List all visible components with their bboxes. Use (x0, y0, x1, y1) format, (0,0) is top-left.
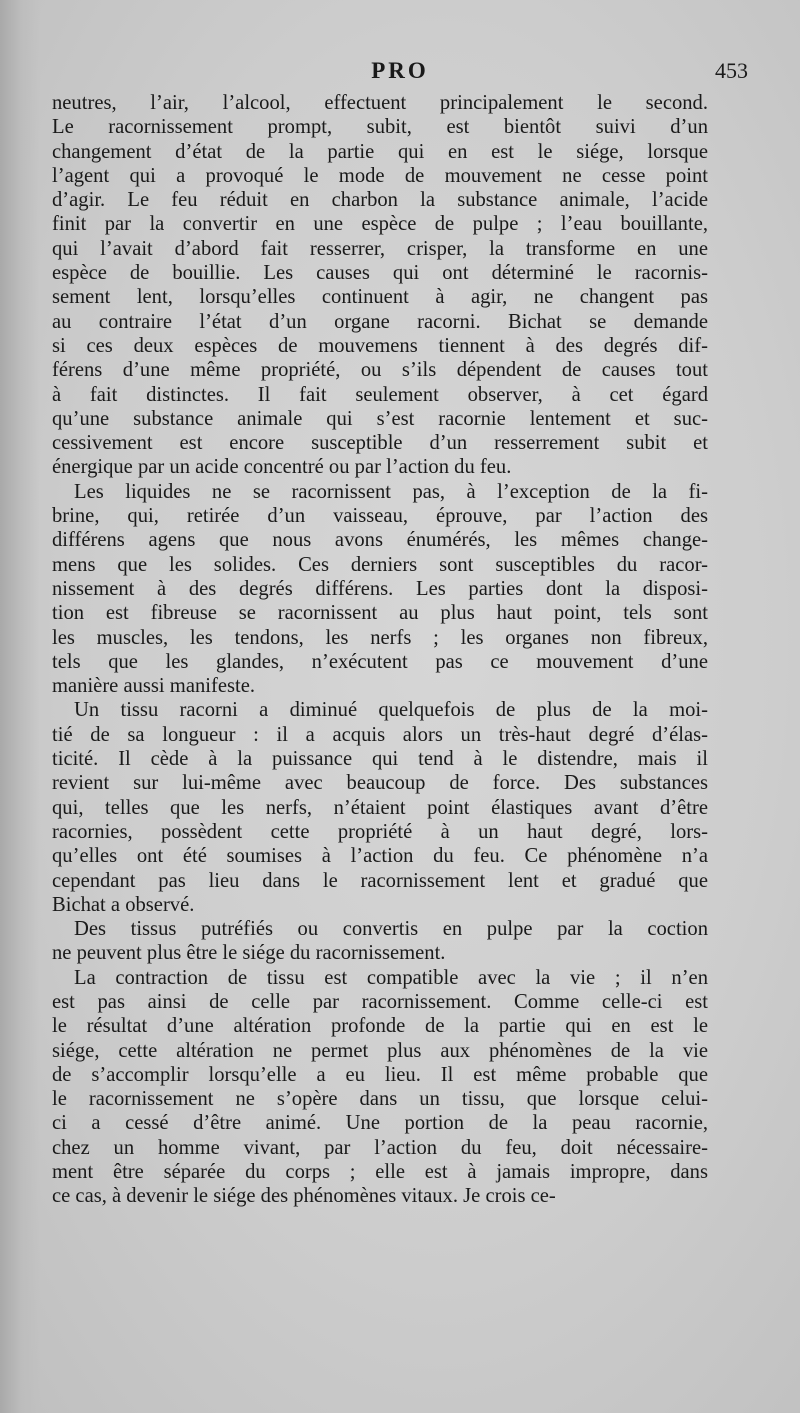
text-line: tels que les glandes, n’exécutent pas ce mouvement d’une (52, 650, 708, 673)
text-line: revient sur lui-même avec beaucoup de force. Des substances (52, 772, 708, 795)
text-line: de s’accomplir lorsqu’elle a eu lieu. Il est même probable que (52, 1063, 708, 1086)
paragraph (52, 480, 708, 699)
text-line: Bichat a observé. (52, 893, 195, 916)
text-line: le résultat d’une altération profonde de la partie qui en est le (52, 1015, 708, 1038)
text-line: différens agens que nous avons énumérés, les mêmes change- (52, 529, 708, 552)
text-line: énergique par un acide concentré ou par l’action du feu. (52, 456, 512, 479)
page-number: 453 (715, 58, 748, 83)
text-line: Le racornissement prompt, subit, est bientôt suivi d’un (52, 116, 708, 139)
paragraph (52, 917, 708, 966)
text-line: racornies, possèdent cette propriété à un haut degré, lors- (52, 820, 708, 843)
text-line: tié de sa longueur : il a acquis alors un très-haut degré d’élas- (52, 723, 708, 746)
text-line: siége, cette altération ne permet plus aux phénomènes de la vie (52, 1039, 708, 1062)
text-line: cessivement est encore susceptible d’un resserrement subit et (52, 432, 708, 455)
text-line: finit par la convertir en une espèce de pulpe ; l’eau bouillante, (52, 213, 708, 236)
text-line: à fait distinctes. Il fait seulement observer, à cet égard (52, 383, 708, 406)
text-line: l’agent qui a provoqué le mode de mouvement ne cesse point (52, 164, 708, 187)
text-line: ci a cessé d’être animé. Une portion de la peau racornie, (52, 1112, 708, 1135)
text-line: les muscles, les tendons, les nerfs ; les organes non fibreux, (52, 626, 708, 649)
text-line: qu’une substance animale qui s’est racornie lentement et suc- (52, 407, 708, 430)
text-line: ment être séparée du corps ; elle est à jamais impropre, dans (52, 1161, 708, 1184)
text-line: ne peuvent plus être le siége du racornissement. (52, 942, 446, 965)
text-line: Un tissu racorni a diminué quelquefois de plus de la moi- (74, 699, 708, 722)
page-gutter-shadow (0, 0, 40, 1413)
text-line: est pas ainsi de celle par racornissement. Comme celle-ci est (52, 990, 708, 1013)
text-line: le racornissement ne s’opère dans un tissu, que lorsque celui- (52, 1088, 708, 1111)
text-line: espèce de bouillie. Les causes qui ont déterminé le racornis- (52, 262, 708, 285)
text-line: changement d’état de la partie qui en est le siége, lorsque (52, 140, 708, 163)
text-line: qui, telles que les nerfs, n’étaient point élastiques avant d’être (52, 796, 708, 819)
text-line: tion est fibreuse se racornissent au plus haut point, tels sont (52, 602, 708, 625)
text-line: neutres, l’air, l’alcool, effectuent principalement le second. (52, 92, 708, 114)
text-line: ce cas, à devenir le siége des phénomènes vitaux. Je crois ce- (52, 1185, 556, 1208)
text-line: au contraire l’état d’un organe racorni. Bichat se demande (52, 310, 708, 333)
running-head: PRO (371, 58, 429, 83)
text-line: d’agir. Le feu réduit en charbon la substance animale, l’acide (52, 189, 708, 212)
text-line: brine, qui, retirée d’un vaisseau, éprouve, par l’action des (52, 505, 708, 528)
text-line: Les liquides ne se racornissent pas, à l’exception de la fi- (74, 480, 708, 503)
text-line: cependant pas lieu dans le racornissement lent et gradué que (52, 869, 708, 892)
text-line: La contraction de tissu est compatible avec la vie ; il n’en (74, 966, 708, 989)
text-line: si ces deux espèces de mouvemens tiennent à des degrés dif- (52, 334, 708, 357)
text-line: qui l’avait d’abord fait resserrer, crisper, la transforme en une (52, 237, 708, 260)
text-line: manière aussi manifeste. (52, 675, 256, 698)
text-line: férens d’une même propriété, ou s’ils dépendent de causes tout (52, 359, 708, 382)
text-line: mens que les solides. Ces derniers sont susceptibles du racor- (52, 553, 708, 576)
text-line: chez un homme vivant, par l’action du feu, doit nécessaire- (52, 1136, 708, 1159)
paragraph (52, 966, 708, 1209)
paragraph (52, 91, 708, 480)
text-line: Des tissus putréfiés ou convertis en pulpe par la coction (74, 918, 708, 941)
text-line: sement lent, lorsqu’elles continuent à agir, ne changent pas (52, 286, 708, 309)
body-text (52, 91, 708, 1209)
text-line: qu’elles ont été soumises à l’action du feu. Ce phénomène n’a (52, 845, 708, 868)
paragraph (52, 698, 708, 917)
page-header (52, 58, 748, 92)
text-line: ticité. Il cède à la puissance qui tend à le distendre, mais il (52, 748, 708, 771)
text-line: nissement à des degrés différens. Les parties dont la disposi- (52, 577, 708, 600)
